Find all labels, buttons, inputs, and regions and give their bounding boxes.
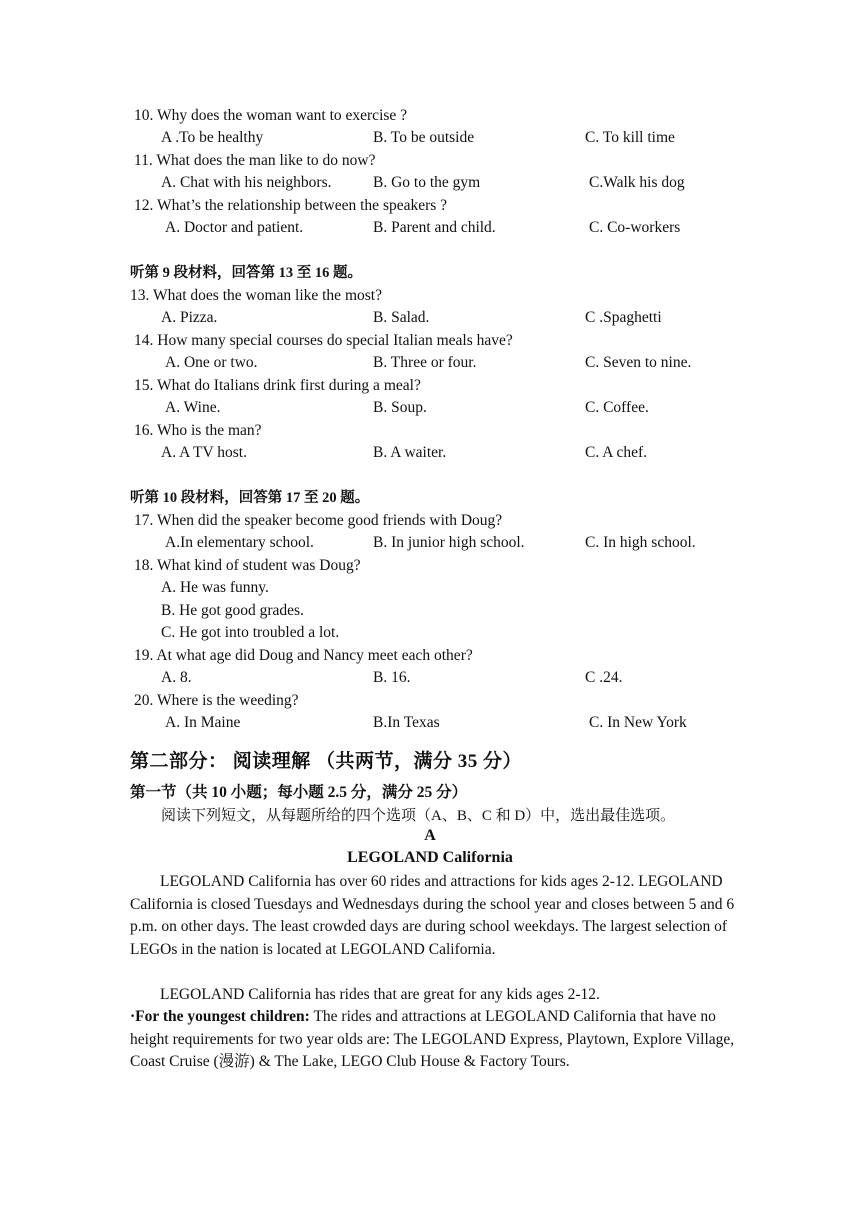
paragraph-3 xyxy=(130,1006,735,1074)
question-14-stem: 14. How many special courses do special Italian meals have? xyxy=(134,332,513,349)
option-b: B. Parent and child. xyxy=(373,219,496,236)
question-20-stem: 20. Where is the weeding? xyxy=(134,692,299,709)
question-18-stem: 18. What kind of student was Doug? xyxy=(134,557,361,574)
option-a: A. Chat with his neighbors. xyxy=(161,174,332,191)
option-c: C. To kill time xyxy=(585,129,675,146)
option-b: B. 16. xyxy=(373,669,411,686)
option-c: C .24. xyxy=(585,669,623,686)
option-c: C.Walk his dog xyxy=(589,174,685,191)
paragraph-3-body: The rides and attractions at LEGOLAND California that have no height requirements for two year olds are: The LEGOLAND Express, Playtown, Explore Village, Coast Cruise (漫游) & The Lake, LEGO Club House & Factory Tours. xyxy=(130,1008,735,1071)
question-16-stem: 16. Who is the man? xyxy=(134,422,262,439)
section-1-title: 第一节（共 10 小题；每小题 2.5 分，满分 25 分） xyxy=(130,784,468,801)
question-19-stem: 19. At what age did Doug and Nancy meet each other? xyxy=(134,647,473,664)
option-c: C. In New York xyxy=(589,714,687,731)
option-b: B. Three or four. xyxy=(373,354,477,371)
question-11-stem: 11. What does the man like to do now? xyxy=(134,152,376,169)
paragraph-3-lead: ·For the youngest children: xyxy=(130,1008,310,1025)
option-b: B. In junior high school. xyxy=(373,534,525,551)
question-19-options xyxy=(0,668,860,688)
option-b: B. He got good grades. xyxy=(161,602,304,619)
option-a: A.In elementary school. xyxy=(165,534,314,551)
option-a: A. A TV host. xyxy=(161,444,247,461)
option-a: A. One or two. xyxy=(165,354,258,371)
section-9-heading: 听第 9 段材料，回答第 13 至 16 题。 xyxy=(130,265,362,281)
passage-letter: A xyxy=(424,827,436,844)
question-14-options xyxy=(0,353,860,373)
question-17-stem: 17. When did the speaker become good friends with Doug? xyxy=(134,512,503,529)
question-11-options xyxy=(0,173,860,193)
question-10-stem: 10. Why does the woman want to exercise ? xyxy=(134,107,408,124)
question-16-options xyxy=(0,443,860,463)
question-12-options xyxy=(0,218,860,238)
paragraph-2: LEGOLAND California has rides that are great for any kids ages 2-12. xyxy=(160,986,600,1003)
question-13-options xyxy=(0,308,860,328)
option-a: A. Doctor and patient. xyxy=(165,219,304,236)
question-15-stem: 15. What do Italians drink first during a meal? xyxy=(134,377,421,394)
section-10-heading: 听第 10 段材料，回答第 17 至 20 题。 xyxy=(130,490,370,506)
option-b: B. Go to the gym xyxy=(373,174,481,191)
option-c: C. He got into troubled a lot. xyxy=(161,624,340,641)
option-b: B.In Texas xyxy=(373,714,440,731)
option-b: B. Soup. xyxy=(373,399,427,416)
option-b: B. A waiter. xyxy=(373,444,447,461)
option-a: A. In Maine xyxy=(165,714,241,731)
option-c: C. Co-workers xyxy=(589,219,681,236)
option-c: C. In high school. xyxy=(585,534,696,551)
part-2-title: 第二部分： 阅读理解 （共两节，满分 35 分） xyxy=(130,751,523,772)
option-c: C. A chef. xyxy=(585,444,647,461)
option-a: A. Pizza. xyxy=(161,309,218,326)
option-c: C .Spaghetti xyxy=(585,309,662,326)
question-13-stem: 13. What does the woman like the most? xyxy=(130,287,382,304)
passage-title: LEGOLAND California xyxy=(347,849,513,866)
instruction-text: 阅读下列短文，从每题所给的四个选项（A、B、C 和 D）中，选出最佳选项。 xyxy=(161,808,676,824)
question-10-options xyxy=(0,128,860,148)
option-c: C. Seven to nine. xyxy=(585,354,692,371)
question-12-stem: 12. What’s the relationship between the speakers ? xyxy=(134,197,448,214)
question-20-options xyxy=(0,713,860,733)
paragraph-1: LEGOLAND California has over 60 rides and attractions for kids ages 2-12. LEGOLAND California is closed Tuesdays and Wednesdays during the school year and closes between 5 and 6 p.m. on other days. The least crowded days are during school weekdays. The largest selection of LEGOs in the nation is located at LEGOLAND California. xyxy=(130,873,735,958)
option-b: B. Salad. xyxy=(373,309,430,326)
question-17-options xyxy=(0,533,860,553)
option-a: A. 8. xyxy=(161,669,192,686)
option-a: A .To be healthy xyxy=(161,129,264,146)
option-c: C. Coffee. xyxy=(585,399,649,416)
option-a: A. He was funny. xyxy=(161,579,269,596)
option-b: B. To be outside xyxy=(373,129,475,146)
question-15-options xyxy=(0,398,860,418)
option-a: A. Wine. xyxy=(165,399,221,416)
